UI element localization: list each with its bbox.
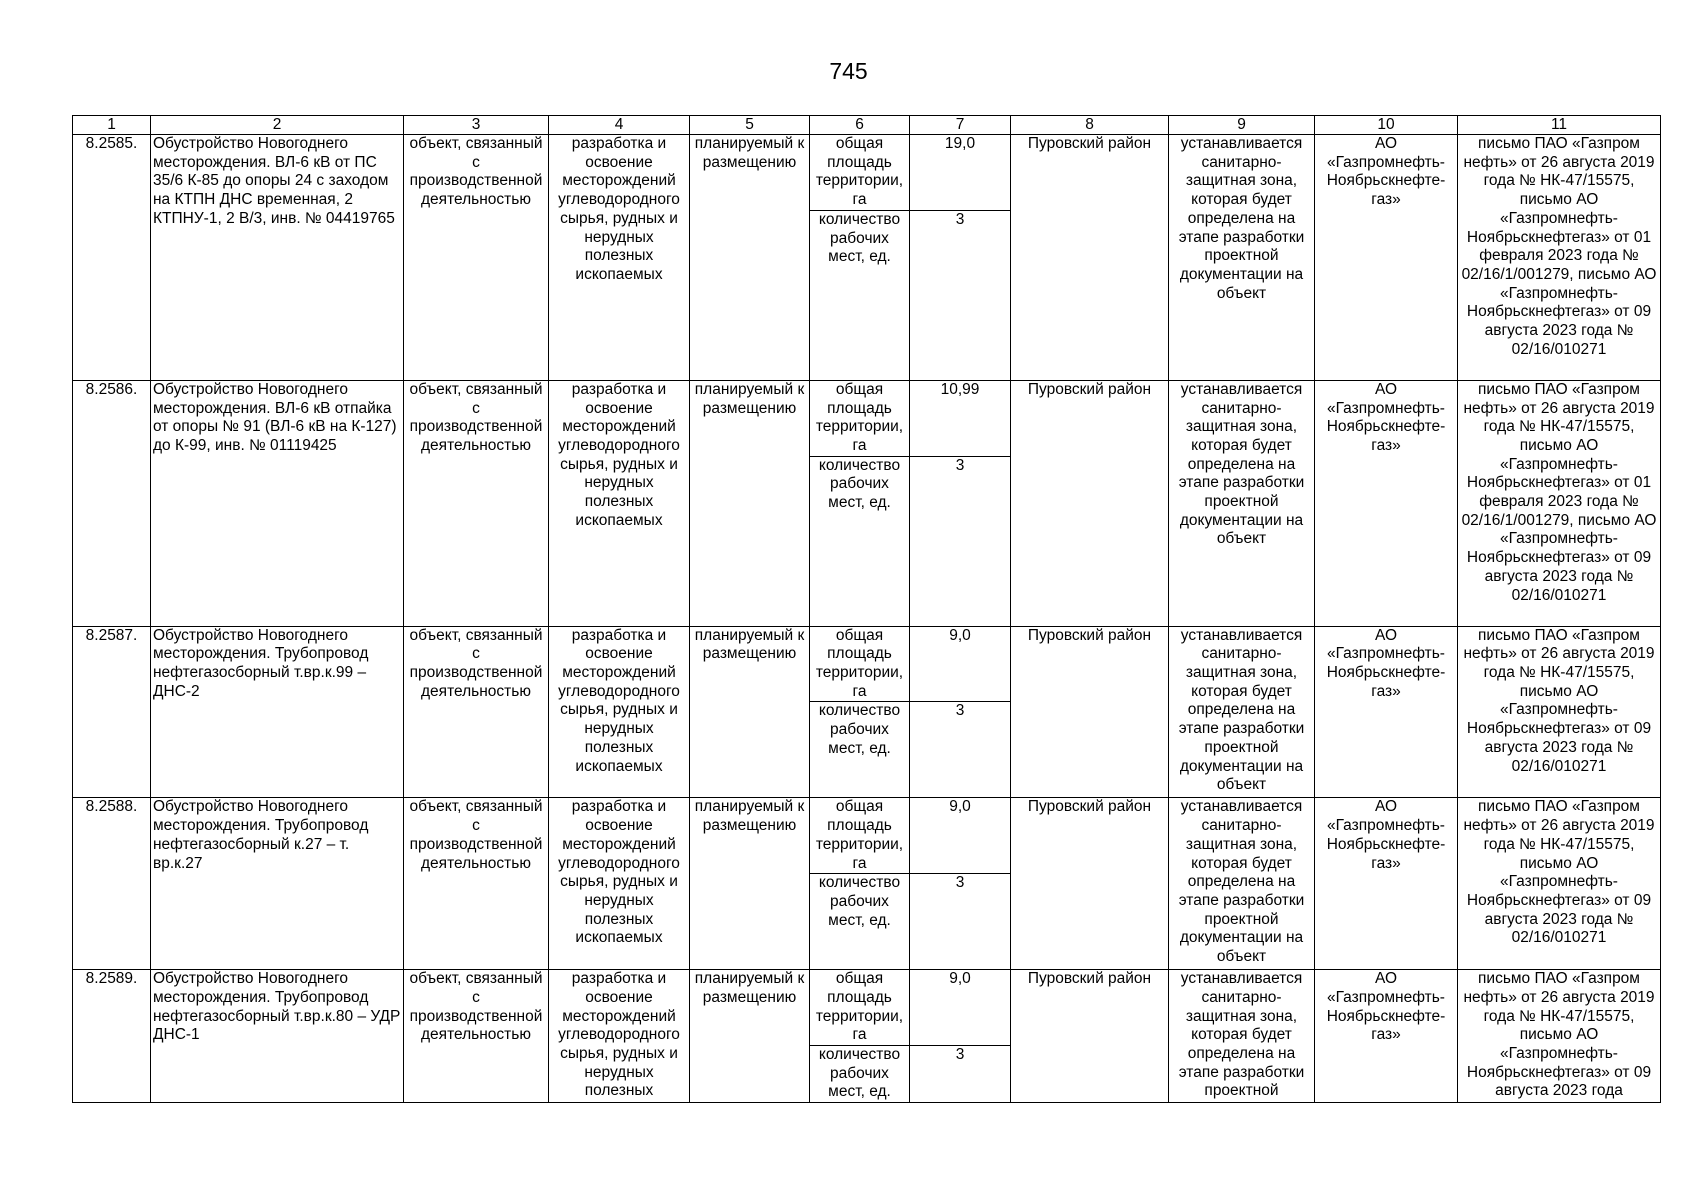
param-area-label: общая площадь территории, га — [810, 135, 910, 211]
object-type: объект, связанный с производственной деятельностью — [404, 380, 549, 626]
object-status: планируемый к размещению — [690, 380, 810, 626]
object-name: Обустройство Новогоднего месторождения. ВЛ-6 кВ от ПС 35/6 К-85 до опоры 24 с заходом на КТПН ДНС временная, 2 КТПНУ-1, 2 В/3, инв. № 04419765 — [151, 135, 404, 381]
register-table — [72, 115, 1661, 1103]
param-jobs-label: количество рабочих мест, ед. — [810, 1046, 910, 1103]
object-type: объект, связанный с производственной деятельностью — [404, 135, 549, 381]
object-location: Пуровский район — [1011, 135, 1169, 381]
param-area-value: 9,0 — [910, 970, 1011, 1046]
object-location: Пуровский район — [1011, 626, 1169, 798]
param-area-value: 9,0 — [910, 798, 1011, 874]
param-area-label: общая площадь территории, га — [810, 380, 910, 456]
column-header: 3 — [404, 116, 549, 135]
column-header: 8 — [1011, 116, 1169, 135]
object-purpose: разработка и освоение месторождений углеводородного сырья, рудных и нерудных полезных ископаемых — [549, 798, 690, 970]
param-area-value: 19,0 — [910, 135, 1011, 211]
object-type: объект, связанный с производственной деятельностью — [404, 970, 549, 1103]
param-area-label: общая площадь территории, га — [810, 798, 910, 874]
sanitary-zone: устанавливается санитарно-защитная зона, которая будет определена на этапе разработки проектной документации на объект — [1169, 626, 1315, 798]
row-number: 8.2588. — [73, 798, 151, 970]
object-purpose: разработка и освоение месторождений углеводородного сырья, рудных и нерудных полезных ископаемых — [549, 626, 690, 798]
param-jobs-value: 3 — [910, 210, 1011, 380]
sanitary-zone: устанавливается санитарно-защитная зона, которая будет определена на этапе разработки проектной документации на объект — [1169, 380, 1315, 626]
param-area-label: общая площадь территории, га — [810, 626, 910, 702]
sanitary-zone: устанавливается санитарно-защитная зона, которая будет определена на этапе разработки проектной — [1169, 970, 1315, 1103]
param-jobs-label: количество рабочих мест, ед. — [810, 874, 910, 970]
column-header: 2 — [151, 116, 404, 135]
row-number: 8.2586. — [73, 380, 151, 626]
object-status: планируемый к размещению — [690, 970, 810, 1103]
organization: АО «Газпромнефть-Ноябрьскнефте-газ» — [1315, 626, 1458, 798]
object-purpose: разработка и освоение месторождений углеводородного сырья, рудных и нерудных полезных ископаемых — [549, 380, 690, 626]
table-row — [73, 798, 1661, 874]
row-number: 8.2589. — [73, 970, 151, 1103]
param-jobs-value: 3 — [910, 702, 1011, 798]
object-name: Обустройство Новогоднего месторождения. Трубопровод нефтегазосборный т.вр.к.80 – УДР ДНС-1 — [151, 970, 404, 1103]
object-purpose: разработка и освоение месторождений углеводородного сырья, рудных и нерудных полезных ископаемых — [549, 135, 690, 381]
row-number: 8.2585. — [73, 135, 151, 381]
object-name: Обустройство Новогоднего месторождения. Трубопровод нефтегазосборный т.вр.к.99 – ДНС-2 — [151, 626, 404, 798]
param-area-label: общая площадь территории, га — [810, 970, 910, 1046]
object-name: Обустройство Новогоднего месторождения. ВЛ-6 кВ отпайка от опоры № 91 (ВЛ-6 кВ на К-127) до К-99, инв. № 01119425 — [151, 380, 404, 626]
param-jobs-label: количество рабочих мест, ед. — [810, 702, 910, 798]
basis-documents: письмо ПАО «Газпром нефть» от 26 августа 2019 года № НК-47/15575, письмо АО «Газпромнефть-Ноябрьскнефтегаз» от 09 августа 2023 года — [1458, 970, 1661, 1103]
sanitary-zone: устанавливается санитарно-защитная зона, которая будет определена на этапе разработки проектной документации на объект — [1169, 798, 1315, 970]
object-location: Пуровский район — [1011, 970, 1169, 1103]
object-purpose: разработка и освоение месторождений углеводородного сырья, рудных и нерудных полезных — [549, 970, 690, 1103]
organization: АО «Газпромнефть-Ноябрьскнефте-газ» — [1315, 970, 1458, 1103]
column-header: 10 — [1315, 116, 1458, 135]
column-header: 11 — [1458, 116, 1661, 135]
basis-documents: письмо ПАО «Газпром нефть» от 26 августа 2019 года № НК-47/15575, письмо АО «Газпромнефть-Ноябрьскнефтегаз» от 01 февраля 2023 года № 02/16/1/001279, письмо АО «Газпромнефть-Ноябрьскнефтегаз» от 09 августа 2023 года № 02/16/010271 — [1458, 135, 1661, 381]
object-name: Обустройство Новогоднего месторождения. Трубопровод нефтегазосборный к.27 – т. вр.к.27 — [151, 798, 404, 970]
object-status: планируемый к размещению — [690, 626, 810, 798]
table-row — [73, 626, 1661, 702]
basis-documents: письмо ПАО «Газпром нефть» от 26 августа 2019 года № НК-47/15575, письмо АО «Газпромнефть-Ноябрьскнефтегаз» от 09 августа 2023 года № 02/16/010271 — [1458, 626, 1661, 798]
object-type: объект, связанный с производственной деятельностью — [404, 626, 549, 798]
object-location: Пуровский район — [1011, 798, 1169, 970]
column-header: 9 — [1169, 116, 1315, 135]
object-location: Пуровский район — [1011, 380, 1169, 626]
column-header: 7 — [910, 116, 1011, 135]
object-status: планируемый к размещению — [690, 135, 810, 381]
param-area-value: 10,99 — [910, 380, 1011, 456]
organization: АО «Газпромнефть-Ноябрьскнефте-газ» — [1315, 135, 1458, 381]
table-row — [73, 380, 1661, 456]
basis-documents: письмо ПАО «Газпром нефть» от 26 августа 2019 года № НК-47/15575, письмо АО «Газпромнефть-Ноябрьскнефтегаз» от 09 августа 2023 года № 02/16/010271 — [1458, 798, 1661, 970]
column-header: 4 — [549, 116, 690, 135]
column-header: 6 — [810, 116, 910, 135]
organization: АО «Газпромнефть-Ноябрьскнефте-газ» — [1315, 380, 1458, 626]
table-row — [73, 970, 1661, 1046]
header-row — [73, 116, 1661, 135]
page-number: 745 — [829, 58, 868, 84]
param-jobs-value: 3 — [910, 456, 1011, 626]
basis-documents: письмо ПАО «Газпром нефть» от 26 августа 2019 года № НК-47/15575, письмо АО «Газпромнефть-Ноябрьскнефтегаз» от 01 февраля 2023 года № 02/16/1/001279, письмо АО «Газпромнефть-Ноябрьскнефтегаз» от 09 августа 2023 года № 02/16/010271 — [1458, 380, 1661, 626]
sanitary-zone: устанавливается санитарно-защитная зона, которая будет определена на этапе разработки проектной документации на объект — [1169, 135, 1315, 381]
table-row — [73, 135, 1661, 211]
param-jobs-label: количество рабочих мест, ед. — [810, 456, 910, 626]
column-header: 1 — [73, 116, 151, 135]
param-area-value: 9,0 — [910, 626, 1011, 702]
organization: АО «Газпромнефть-Ноябрьскнефте-газ» — [1315, 798, 1458, 970]
row-number: 8.2587. — [73, 626, 151, 798]
param-jobs-value: 3 — [910, 874, 1011, 970]
object-type: объект, связанный с производственной деятельностью — [404, 798, 549, 970]
object-status: планируемый к размещению — [690, 798, 810, 970]
param-jobs-value: 3 — [910, 1046, 1011, 1103]
column-header: 5 — [690, 116, 810, 135]
param-jobs-label: количество рабочих мест, ед. — [810, 210, 910, 380]
